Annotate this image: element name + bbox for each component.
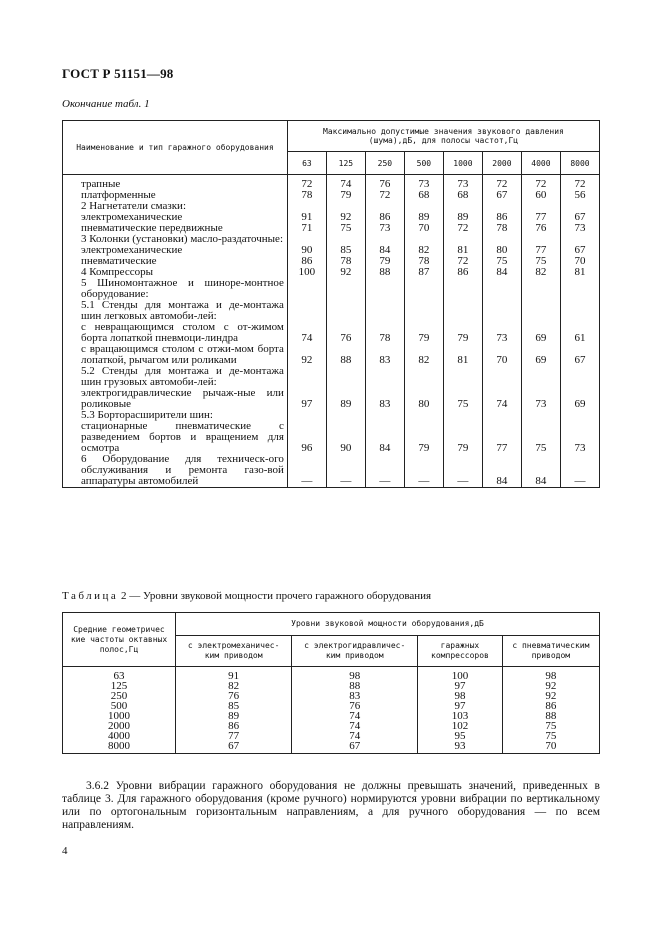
page-number: 4 <box>62 845 68 857</box>
table1-cell: 67 <box>560 212 599 223</box>
table1-cell <box>326 278 365 300</box>
table2-cell: 98 <box>418 691 503 701</box>
table2-caption-text: 2 — Уровни звуковой мощности прочего гаражного оборудования <box>118 590 432 602</box>
table1-cell <box>326 300 365 322</box>
table-row <box>63 175 600 191</box>
table1-cell <box>365 278 404 300</box>
table1-cell: 75 <box>521 256 560 267</box>
table1-row-name: с вращающимся столом с отжи-мом борта лопаткой, рычагом или роликами <box>63 344 288 366</box>
table1-cell: 61 <box>560 322 599 344</box>
table1-row-name: 3 Колонки (установки) масло-раздаточные: <box>63 234 288 245</box>
table1-cell: 75 <box>521 421 560 454</box>
table1-cell: 86 <box>287 256 326 267</box>
table1-row-name: 2 Нагнетатели смазки: <box>63 201 288 212</box>
table2-cell: 76 <box>292 701 418 711</box>
table1-cell: 84 <box>365 245 404 256</box>
table1-cell: 77 <box>521 212 560 223</box>
table1-cell: 85 <box>326 245 365 256</box>
table1-cell <box>365 366 404 388</box>
table2-cell: 98 <box>292 667 418 682</box>
table1-row-name: электромеханические <box>63 245 288 256</box>
table1-cell <box>287 410 326 421</box>
table2-caption-prefix: Таблица <box>62 590 119 602</box>
table2-cell: 93 <box>418 741 503 754</box>
table1-cell: 86 <box>482 212 521 223</box>
table1-freq-header: 2000 <box>482 152 521 175</box>
table1-cell <box>521 410 560 421</box>
table1-cell: 72 <box>482 175 521 191</box>
table1-cell: 67 <box>560 344 599 366</box>
table1-cell: 92 <box>326 267 365 278</box>
table-row <box>63 721 600 731</box>
table1-cell <box>326 366 365 388</box>
table1-cell: 84 <box>365 421 404 454</box>
table-row <box>63 741 600 754</box>
table1-cell <box>287 300 326 322</box>
table1-cell <box>404 278 443 300</box>
table1-cell <box>365 300 404 322</box>
table1-cell: 69 <box>521 322 560 344</box>
table2-frequency-cell: 500 <box>63 701 176 711</box>
table1-cell: 88 <box>326 344 365 366</box>
table1-cell: 75 <box>482 256 521 267</box>
table1-row-name: 6 Оборудование для техническ-ого обслуживания и ремонта газо-вой аппаратуры автомобилей <box>63 454 288 488</box>
table1-cell: 80 <box>482 245 521 256</box>
table1-cell: 74 <box>326 175 365 191</box>
table1-cell <box>560 300 599 322</box>
table2-frequency-cell: 4000 <box>63 731 176 741</box>
table2-cell: 76 <box>176 691 292 701</box>
table1-cell: 74 <box>482 388 521 410</box>
table1-cell <box>404 410 443 421</box>
table1-cell: 81 <box>443 245 482 256</box>
table1-row-name: электромеханические <box>63 212 288 223</box>
table1-row-name: 5.1 Стенды для монтажа и де-монтажа шин легковых автомоби-лей: <box>63 300 288 322</box>
table1-freq-header: 1000 <box>443 152 482 175</box>
table2-frequency-cell: 8000 <box>63 741 176 754</box>
table1-cell: 69 <box>560 388 599 410</box>
table-row <box>63 711 600 721</box>
table2-cell: 88 <box>292 681 418 691</box>
table1-cell <box>482 300 521 322</box>
table1-name-header: Наименование и тип гаражного оборудования <box>63 121 288 175</box>
table1-cell: 100 <box>287 267 326 278</box>
table1-cell: 82 <box>404 245 443 256</box>
table1-cell: 67 <box>482 190 521 201</box>
table-row <box>63 366 600 388</box>
table1-cell: 79 <box>326 190 365 201</box>
table2-frequency-header: Средние геометричес кие частоты октавных полос,Гц <box>63 613 176 667</box>
table1-cell: 60 <box>521 190 560 201</box>
table1-cell: 73 <box>404 175 443 191</box>
table-row <box>63 691 600 701</box>
table2-cell: 95 <box>418 731 503 741</box>
table1-row-name: 5 Шиномонтажное и шиноре-монтное оборудование: <box>63 278 288 300</box>
table2-cell: 88 <box>502 711 599 721</box>
table1-cell: 69 <box>521 344 560 366</box>
table1-cell: 81 <box>443 344 482 366</box>
table2-cell: 86 <box>502 701 599 711</box>
table1-cell <box>326 410 365 421</box>
document-header: ГОСТ Р 51151—98 <box>62 66 174 81</box>
table1-cell: 90 <box>287 245 326 256</box>
table2-cell: 83 <box>292 691 418 701</box>
table1-cell: 77 <box>482 421 521 454</box>
table1-cell: 90 <box>326 421 365 454</box>
table2-cell: 92 <box>502 691 599 701</box>
table2-cell: 75 <box>502 721 599 731</box>
table1-cell: 84 <box>482 454 521 488</box>
table1-row-name: пневматические передвижные <box>63 223 288 234</box>
table-2 <box>62 612 600 754</box>
table1-cell: 70 <box>560 256 599 267</box>
table1-cell: 71 <box>287 223 326 234</box>
table1-cell: 72 <box>443 223 482 234</box>
table-row <box>63 701 600 711</box>
table1-cell: 76 <box>365 175 404 191</box>
table1-cell: — <box>404 454 443 488</box>
table1-cell: 73 <box>365 223 404 234</box>
table2-cell: 98 <box>502 667 599 682</box>
table1-cell: 83 <box>365 344 404 366</box>
table1-freq-header: 8000 <box>560 152 599 175</box>
table1-cell <box>404 300 443 322</box>
table1-cell: 78 <box>482 223 521 234</box>
table1-cell: 82 <box>521 267 560 278</box>
table1-cell: — <box>287 454 326 488</box>
table1-cell <box>482 410 521 421</box>
table1-row-name: электрогидравлические рычаж-ные или роликовые <box>63 388 288 410</box>
table1-cell <box>443 300 482 322</box>
table1-cell: 92 <box>326 212 365 223</box>
table1-cell: 72 <box>443 256 482 267</box>
table1-cell: 83 <box>365 388 404 410</box>
table1-cell: 86 <box>443 267 482 278</box>
table1-cell <box>482 278 521 300</box>
table2-cell: 75 <box>502 731 599 741</box>
table1-row-name: платформенные <box>63 190 288 201</box>
table1-cell: 96 <box>287 421 326 454</box>
table1-cell: 79 <box>365 256 404 267</box>
table1-row-name: 5.3 Борторасширители шин: <box>63 410 288 421</box>
table2-cell: 102 <box>418 721 503 731</box>
table1-cell: 70 <box>404 223 443 234</box>
table1-cell: 74 <box>287 322 326 344</box>
table2-cell: 97 <box>418 701 503 711</box>
table1-cell <box>521 278 560 300</box>
paragraph-3-6-2: 3.6.2 Уровни вибрации гаражного оборудования не должны превышать значений, приведенных в таблице 3. Для гаражного оборудования (кроме ручного) нормируются уровни вибрации по вертикальному или по ортогональным горизонтальным направлениям, а для ручного оборудования — по всем направлениям. <box>62 780 600 831</box>
table-1 <box>62 120 600 488</box>
table2-caption <box>62 590 431 602</box>
table1-cell <box>443 278 482 300</box>
table-row <box>63 731 600 741</box>
table2-cell: 70 <box>502 741 599 754</box>
table1-cell <box>404 366 443 388</box>
table1-cell: 84 <box>521 454 560 488</box>
table2-cell: 100 <box>418 667 503 682</box>
table1-cell: 76 <box>521 223 560 234</box>
table1-cell: 92 <box>287 344 326 366</box>
table2-cell: 74 <box>292 721 418 731</box>
table1-cell: 72 <box>521 175 560 191</box>
table1-cell: 79 <box>443 421 482 454</box>
table2-subcolumn-header: гаражных компрессоров <box>418 636 503 667</box>
table2-cell: 77 <box>176 731 292 741</box>
table1-cell: 79 <box>443 322 482 344</box>
table1-cell: 77 <box>521 245 560 256</box>
table2-cell: 67 <box>176 741 292 754</box>
table2-frequency-cell: 2000 <box>63 721 176 731</box>
table1-cell: 78 <box>326 256 365 267</box>
table1-cell: 89 <box>326 388 365 410</box>
table1-row-name: пневматические <box>63 256 288 267</box>
table1-cell: 88 <box>365 267 404 278</box>
table1-cell: 73 <box>482 322 521 344</box>
table2-frequency-cell: 1000 <box>63 711 176 721</box>
table1-cell: 84 <box>482 267 521 278</box>
table1-cell: 73 <box>521 388 560 410</box>
table1-cell: 76 <box>326 322 365 344</box>
table1-row-name: с невращающимся столом с от-жимом борта лопаткой пневмоци-линдра <box>63 322 288 344</box>
table1-cell: 75 <box>326 223 365 234</box>
table1-freq-header: 500 <box>404 152 443 175</box>
table-row <box>63 681 600 691</box>
table1-cell: 97 <box>287 388 326 410</box>
table1-cell: — <box>443 454 482 488</box>
table2-cell: 82 <box>176 681 292 691</box>
table1-freq-header: 250 <box>365 152 404 175</box>
table1-freq-header: 63 <box>287 152 326 175</box>
table1-cell <box>443 410 482 421</box>
table1-cell: 82 <box>404 344 443 366</box>
table1-cell: 72 <box>287 175 326 191</box>
table1-cell <box>287 278 326 300</box>
table1-cell <box>287 366 326 388</box>
table1-row-name: 5.2 Стенды для монтажа и де-монтажа шин грузовых автомоби-лей: <box>63 366 288 388</box>
table1-cell: 72 <box>365 190 404 201</box>
table2-cell: 92 <box>502 681 599 691</box>
table1-cell: 56 <box>560 190 599 201</box>
table1-cell <box>443 366 482 388</box>
table-row <box>63 322 600 344</box>
table1-cell: 91 <box>287 212 326 223</box>
table1-cell: 72 <box>560 175 599 191</box>
table1-cell <box>521 300 560 322</box>
table1-cell: 70 <box>482 344 521 366</box>
table2-frequency-cell: 63 <box>63 667 176 682</box>
table1-cell: 79 <box>404 322 443 344</box>
table1-cell <box>365 410 404 421</box>
table1-row-name: стационарные пневматические с разведением бортов и вращением для осмотра <box>63 421 288 454</box>
table-row <box>63 667 600 682</box>
table1-cell: 73 <box>560 421 599 454</box>
table1-cell: 89 <box>443 212 482 223</box>
table1-cell <box>560 278 599 300</box>
table-row <box>63 421 600 454</box>
table1-cell: 68 <box>443 190 482 201</box>
table-row <box>63 388 600 410</box>
table2-cell: 74 <box>292 711 418 721</box>
table2-cell: 97 <box>418 681 503 691</box>
table2-cell: 74 <box>292 731 418 741</box>
table1-cell: 78 <box>404 256 443 267</box>
table1-row-name: трапные <box>63 175 288 191</box>
table1-cell <box>560 366 599 388</box>
table1-cell: 73 <box>560 223 599 234</box>
table1-cell <box>482 366 521 388</box>
table1-freq-header: 4000 <box>521 152 560 175</box>
table1-cell: — <box>560 454 599 488</box>
table1-cell: — <box>365 454 404 488</box>
table1-cell: 75 <box>443 388 482 410</box>
table2-subcolumn-header: с электромеханичес-ким приводом <box>176 636 292 667</box>
table1-cell <box>560 410 599 421</box>
table-row <box>63 454 600 488</box>
table2-frequency-cell: 250 <box>63 691 176 701</box>
table-row <box>63 300 600 322</box>
table1-cell: 89 <box>404 212 443 223</box>
table2-cell: 89 <box>176 711 292 721</box>
table-row <box>63 344 600 366</box>
table1-row-name: 4 Компрессоры <box>63 267 288 278</box>
table1-cell: 78 <box>365 322 404 344</box>
table2-subcolumn-header: с электрогидравличес-ким приводом <box>292 636 418 667</box>
table2-frequency-cell: 125 <box>63 681 176 691</box>
table1-cell: 67 <box>560 245 599 256</box>
table1-cell: 81 <box>560 267 599 278</box>
table1-cell: 86 <box>365 212 404 223</box>
table2-cell: 86 <box>176 721 292 731</box>
table2-cell: 103 <box>418 711 503 721</box>
table1-cell: 68 <box>404 190 443 201</box>
table2-group-header: Уровни звуковой мощности оборудования,дБ <box>176 613 600 636</box>
table1-cell: 79 <box>404 421 443 454</box>
table1-cell: 87 <box>404 267 443 278</box>
table2-subcolumn-header: с пневматическим приводом <box>502 636 599 667</box>
table2-cell: 91 <box>176 667 292 682</box>
table2-cell: 67 <box>292 741 418 754</box>
table1-cell: 80 <box>404 388 443 410</box>
table1-group-header: Максимально допустимые значения звукового давления (шума),дБ, для полосы частот,Гц <box>287 121 599 152</box>
table1-cell: 78 <box>287 190 326 201</box>
table-continuation-label: Окончание табл. 1 <box>62 98 150 110</box>
table1-freq-header: 125 <box>326 152 365 175</box>
table-row <box>63 278 600 300</box>
table1-cell: — <box>326 454 365 488</box>
table1-cell <box>521 366 560 388</box>
table1-cell: 73 <box>443 175 482 191</box>
table2-cell: 85 <box>176 701 292 711</box>
